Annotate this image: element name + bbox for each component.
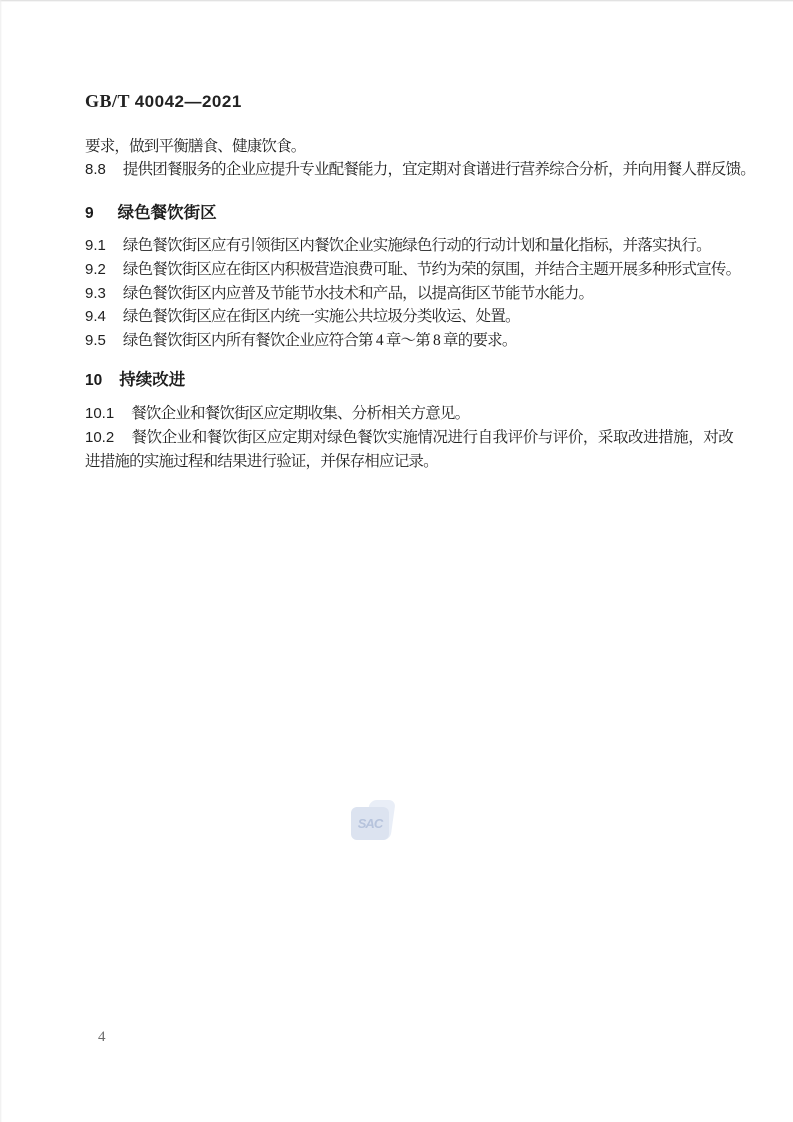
section-9-heading [85, 199, 217, 223]
paragraph-continuation [85, 135, 306, 159]
clause-number: 9.5 [85, 331, 106, 349]
clause-text: 绿色餐饮街区内所有餐饮企业应符合第 4 章～第 8 章的要求。 [122, 331, 517, 349]
sac-tile-icon [351, 807, 389, 840]
clause-text: 餐饮企业和餐饮街区应定期对绿色餐饮实施情况进行自我评价与评价，采取改进措施，对改进措施的实施过程和结果进行验证，并保存相应记录。 [85, 429, 733, 470]
clause-text: 绿色餐饮街区应在街区内积极营造浪费可耻、节约为荣的氛围，并结合主题开展多种形式宣传。 [122, 261, 741, 278]
clause-8-8 [85, 158, 755, 182]
clause-number: 9.2 [85, 261, 106, 278]
doc-code-number: 40042—2021 [134, 92, 242, 111]
sac-watermark-text: SAC [357, 816, 383, 831]
section-number: 9 [85, 205, 94, 222]
section-number: 10 [85, 372, 103, 389]
clause-9-4 [85, 305, 520, 329]
section-title: 绿色餐饮街区 [117, 204, 217, 222]
clause-10-2 [85, 426, 733, 473]
sac-watermark-logo [351, 800, 403, 846]
clause-number: 9.3 [85, 284, 106, 302]
clause-9-1 [85, 234, 711, 258]
clause-text: 提供团餐服务的企业应提升专业配餐能力，宜定期对食谱进行营养综合分析，并向用餐人群反馈。 [122, 161, 755, 178]
section-title: 持续改进 [119, 371, 186, 389]
clause-number: 9.4 [85, 308, 106, 325]
page-number: 4 [98, 1029, 106, 1045]
clause-10-1 [85, 402, 469, 426]
clause-number: 9.1 [85, 237, 106, 254]
clause-number: 10.1 [85, 405, 115, 422]
doc-code-prefix: GB/T [85, 91, 130, 111]
clause-9-2 [85, 258, 740, 282]
clause-number: 10.2 [85, 429, 115, 446]
paragraph-text: 要求，做到平衡膳食、健康饮食。 [85, 138, 306, 155]
clause-number: 8.8 [85, 161, 106, 178]
clause-9-3 [85, 282, 593, 306]
scan-edge-left [0, 0, 2, 1122]
scan-edge-top [0, 0, 793, 2]
section-10-heading [85, 366, 185, 390]
clause-9-5 [85, 329, 517, 353]
clause-text: 绿色餐饮街区内应普及节能节水技术和产品，以提高街区节能节水能力。 [122, 284, 594, 302]
clause-text: 绿色餐饮街区应在街区内统一实施公共垃圾分类收运、处置。 [122, 308, 520, 325]
doc-code-header [85, 91, 242, 112]
clause-text: 餐饮企业和餐饮街区应定期收集、分析相关方意见。 [131, 405, 470, 422]
clause-text: 绿色餐饮街区应有引领街区内餐饮企业实施绿色行动的行动计划和量化指标，并落实执行。 [122, 237, 711, 254]
